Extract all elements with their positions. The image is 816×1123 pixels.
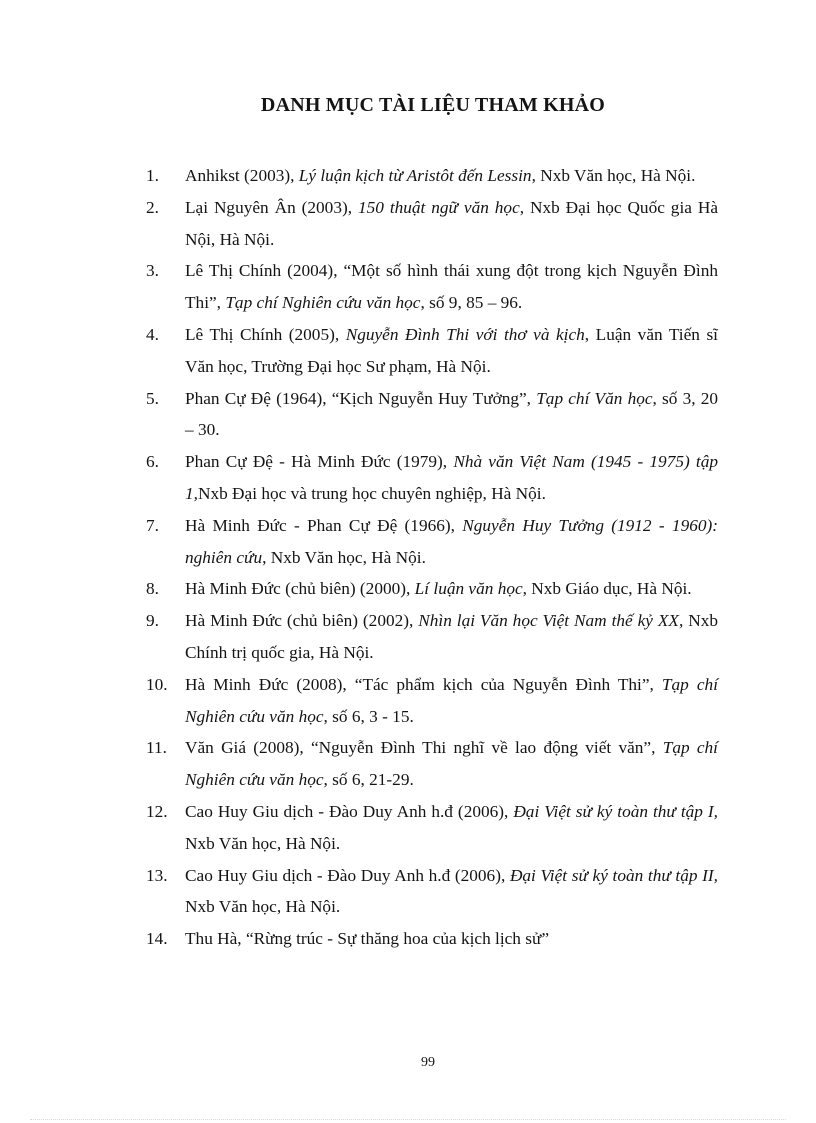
reference-author-text: Hà Minh Đức - Phan Cự Đệ (1966), (185, 515, 463, 535)
reference-text (185, 732, 718, 796)
reference-text (185, 796, 718, 860)
reference-title-italic: Nhìn lại Văn học Việt Nam thế kỷ XX (418, 611, 679, 631)
reference-publisher-text: , Luận văn Tiến sĩ Văn học, Trường Đại học Sư phạm, Hà Nội. (185, 324, 718, 376)
footer-dotted-rule (30, 1119, 786, 1120)
reference-publisher-text: , Nxb Giáo dục, Hà Nội. (522, 579, 692, 599)
reference-number: 14. (146, 929, 168, 949)
reference-title-italic: Tạp chí Văn học (536, 388, 653, 408)
reference-number: 13. (146, 865, 168, 885)
reference-author-text: Thu Hà, “Rừng trúc - Sự thăng hoa của kịch lịch sử” (185, 929, 550, 949)
reference-title-italic: Tạp chí Nghiên cứu văn học (185, 738, 718, 790)
reference-author-text: Văn Giá (2008), “Nguyễn Đình Thi nghĩ về lao động viết văn”, (185, 738, 663, 758)
reference-text (185, 255, 718, 319)
reference-publisher-text: , Nxb Đại học Quốc gia Hà Nội, Hà Nội. (185, 197, 718, 249)
reference-author-text: Lê Thị Chính (2004), “Một số hình thái xung đột trong kịch Nguyễn Đình Thi”, (185, 261, 718, 313)
reference-title-italic: Lý luận kịch từ Aristôt đến Lessin (298, 166, 532, 185)
reference-item (146, 605, 718, 669)
reference-publisher-text: , Nxb Văn học, Hà Nội. (531, 166, 696, 185)
reference-text (185, 160, 718, 192)
reference-item (146, 255, 718, 319)
reference-number: 3. (146, 261, 159, 281)
reference-text (185, 510, 718, 574)
reference-title-italic: Nhà văn Việt Nam (1945 - 1975) tập 1, (185, 452, 718, 503)
reference-publisher-text: , số 9, 85 – 96. (420, 293, 523, 313)
reference-number: 11. (146, 738, 167, 758)
reference-title-italic: Đại Việt sử ký toàn thư tập II, (509, 865, 718, 885)
reference-publisher-text: , Nxb Văn học, Hà Nội. (262, 547, 426, 567)
reference-item (146, 732, 718, 796)
reference-author-text: Phan Cự Đệ (1964), “Kịch Nguyễn Huy Tưởng”, (185, 388, 537, 408)
reference-number: 1. (146, 166, 159, 185)
reference-author-text: Hà Minh Đức (chủ biên) (2000), (185, 579, 415, 599)
reference-title-italic: 150 thuật ngữ văn học (357, 197, 520, 217)
reference-item (146, 446, 718, 510)
reference-text (185, 383, 718, 447)
reference-item (146, 923, 718, 955)
reference-title-italic: Nguyễn Đình Thi với thơ và kịch (345, 324, 585, 344)
reference-item (146, 860, 718, 924)
reference-author-text: Cao Huy Giu dịch - Đào Duy Anh h.đ (2006), (185, 801, 514, 821)
reference-number: 6. (146, 452, 159, 472)
reference-author-text: Hà Minh Đức (2008), “Tác phẩm kịch của Nguyễn Đình Thi”, (185, 674, 662, 694)
reference-author-text: Lê Thị Chính (2005), (185, 324, 346, 344)
reference-number: 2. (146, 197, 159, 217)
reference-publisher-text: Nxb Văn học, Hà Nội. (185, 897, 341, 917)
reference-title-italic: Tạp chí Nghiên cứu văn học (185, 674, 718, 726)
reference-publisher-text: Nxb Đại học và trung học chuyên nghiệp, Hà Nội. (197, 483, 546, 503)
reference-title-italic: Lí luận văn học (414, 579, 523, 599)
reference-publisher-text: , số 6, 21-29. (323, 770, 414, 790)
reference-list (146, 160, 718, 955)
reference-title-italic: Đại Việt sử ký toàn thư tập I, (513, 801, 718, 821)
reference-publisher-text: Nxb Văn học, Hà Nội. (185, 833, 341, 853)
reference-number: 10. (146, 674, 168, 694)
reference-number: 9. (146, 611, 159, 631)
reference-number: 7. (146, 515, 159, 535)
reference-text (185, 605, 718, 669)
reference-author-text: Cao Huy Giu dịch - Đào Duy Anh h.đ (2006), (185, 865, 510, 885)
reference-item (146, 319, 718, 383)
reference-text (185, 319, 718, 383)
reference-text (185, 923, 718, 955)
reference-text (185, 860, 718, 924)
page-number: 99 (421, 1055, 435, 1070)
reference-author-text: Hà Minh Đức (chủ biên) (2002), (185, 611, 419, 631)
reference-title-italic: Nguyễn Huy Tưởng (1912 - 1960): nghiên cứu (185, 515, 718, 567)
reference-publisher-text: , số 6, 3 - 15. (323, 706, 414, 726)
reference-number: 8. (146, 579, 159, 599)
reference-text (185, 573, 718, 605)
reference-text (185, 446, 718, 510)
reference-item (146, 796, 718, 860)
reference-item (146, 383, 718, 447)
reference-item (146, 160, 718, 192)
page-title: DANH MỤC TÀI LIỆU THAM KHẢO (260, 94, 606, 116)
reference-title-italic: Tạp chí Nghiên cứu văn học (225, 293, 421, 313)
reference-item (146, 573, 718, 605)
reference-publisher-text: , Nxb Chính trị quốc gia, Hà Nội. (185, 611, 718, 662)
reference-item (146, 510, 718, 574)
reference-item (146, 669, 718, 733)
reference-author-text: Lại Nguyên Ân (2003), (185, 197, 358, 217)
reference-text (185, 669, 718, 733)
reference-publisher-text: , số 3, 20 – 30. (185, 388, 718, 440)
reference-number: 4. (146, 324, 159, 344)
reference-text (185, 192, 718, 256)
reference-author-text: Anhikst (2003), (185, 166, 299, 185)
reference-number: 12. (146, 801, 168, 821)
reference-item (146, 192, 718, 256)
reference-number: 5. (146, 388, 159, 408)
reference-author-text: Phan Cự Đệ - Hà Minh Đức (1979), (185, 452, 454, 472)
